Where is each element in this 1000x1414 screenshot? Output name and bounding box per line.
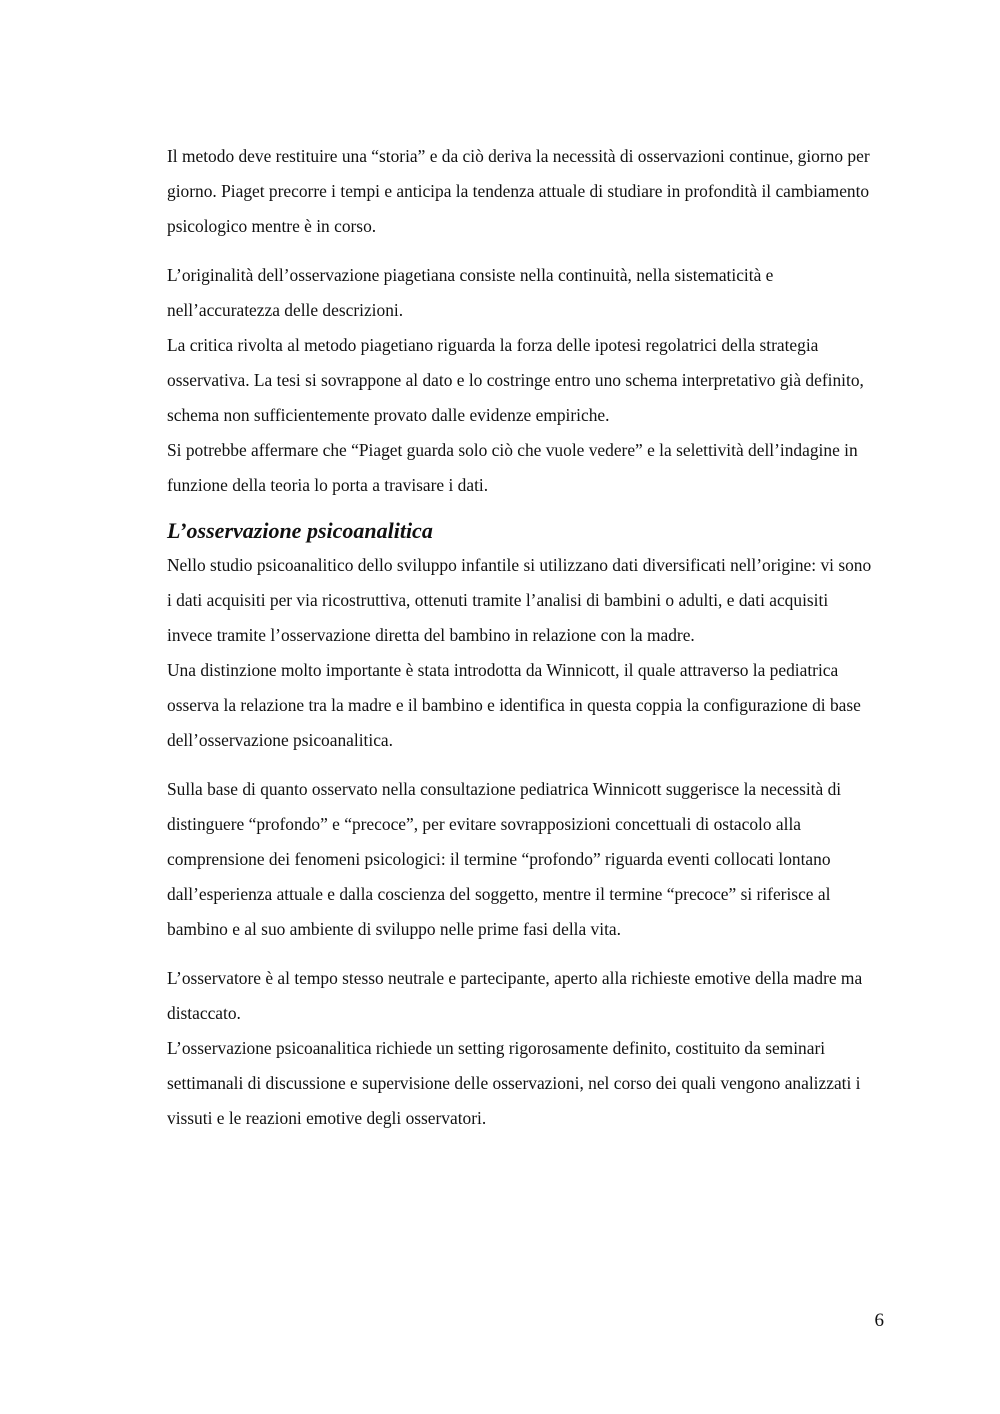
paragraph-setting: L’osservazione psicoanalitica richiede un setting rigorosamente definito, costituito da seminari settimanali di discussione e supervisione delle osservazioni, nel corso dei quali vengono analizzati i vissuti e le reazioni emotive degli osservatori. [167,1038,861,1128]
section-heading: L’osservazione psicoanalitica [167,518,433,543]
page-number: 6 [874,1310,884,1331]
paragraph-observer: L’osservatore è al tempo stesso neutrale e partecipante, aperto alla richieste emotive della madre ma distaccato. [167,968,863,1023]
paragraph-deep-early: Sulla base di quanto osservato nella consultazione pediatrica Winnicott suggerisce la necessità di distinguere “profondo” e “precoce”, per evitare sovrapposizioni concettuali di ostacolo alla comprensione dei fenomeni psicologici: il termine “profondo” riguarda eventi collocati lontano dall’esperienza attuale e dalla coscienza del soggetto, mentre il termine “precoce” si riferisce al bambino e al suo ambiente di sviluppo nelle prime fasi della vita. [167,779,842,939]
paragraph-originality: L’originalità dell’osservazione piagetiana consiste nella continuità, nella sistematicità e nell’accuratezza delle descrizioni. [167,265,774,320]
paragraph-psychoanalytic-data: Nello studio psicoanalitico dello sviluppo infantile si utilizzano dati diversificati nell’origine: vi sono i dati acquisiti per via ricostruttiva, ottenuti tramite l’analisi di bambini o adulti, e dati acquisiti invece tramite l’osservazione diretta del bambino in relazione con la madre. [167,555,872,645]
paragraph-winnicott-distinction: Una distinzione molto importante è stata introdotta da Winnicott, il quale attraverso la pediatrica osserva la relazione tra la madre e il bambino e identifica in questa coppia la configurazione di base dell’osservazione psicoanalitica. [167,660,861,750]
paragraph-selectivity: Si potrebbe affermare che “Piaget guarda solo ciò che vuole vedere” e la selettività dell’indagine in funzione della teoria lo porta a travisare i dati. [167,440,858,495]
paragraph-criticism: La critica rivolta al metodo piagetiano riguarda la forza delle ipotesi regolatrici della strategia osservativa. La tesi si sovrappone al dato e lo costringe entro uno schema interpretativo già definito, schema non sufficientemente provato dalle evidenze empiriche. [167,335,864,425]
paragraph-piaget-method: Il metodo deve restituire una “storia” e da ciò deriva la necessità di osservazioni continue, giorno per giorno. Piaget precorre i tempi e anticipa la tendenza attuale di studiare in profondità il cambiamento psicologico mentre è in corso. [167,146,870,236]
page-body [167,139,877,1136]
